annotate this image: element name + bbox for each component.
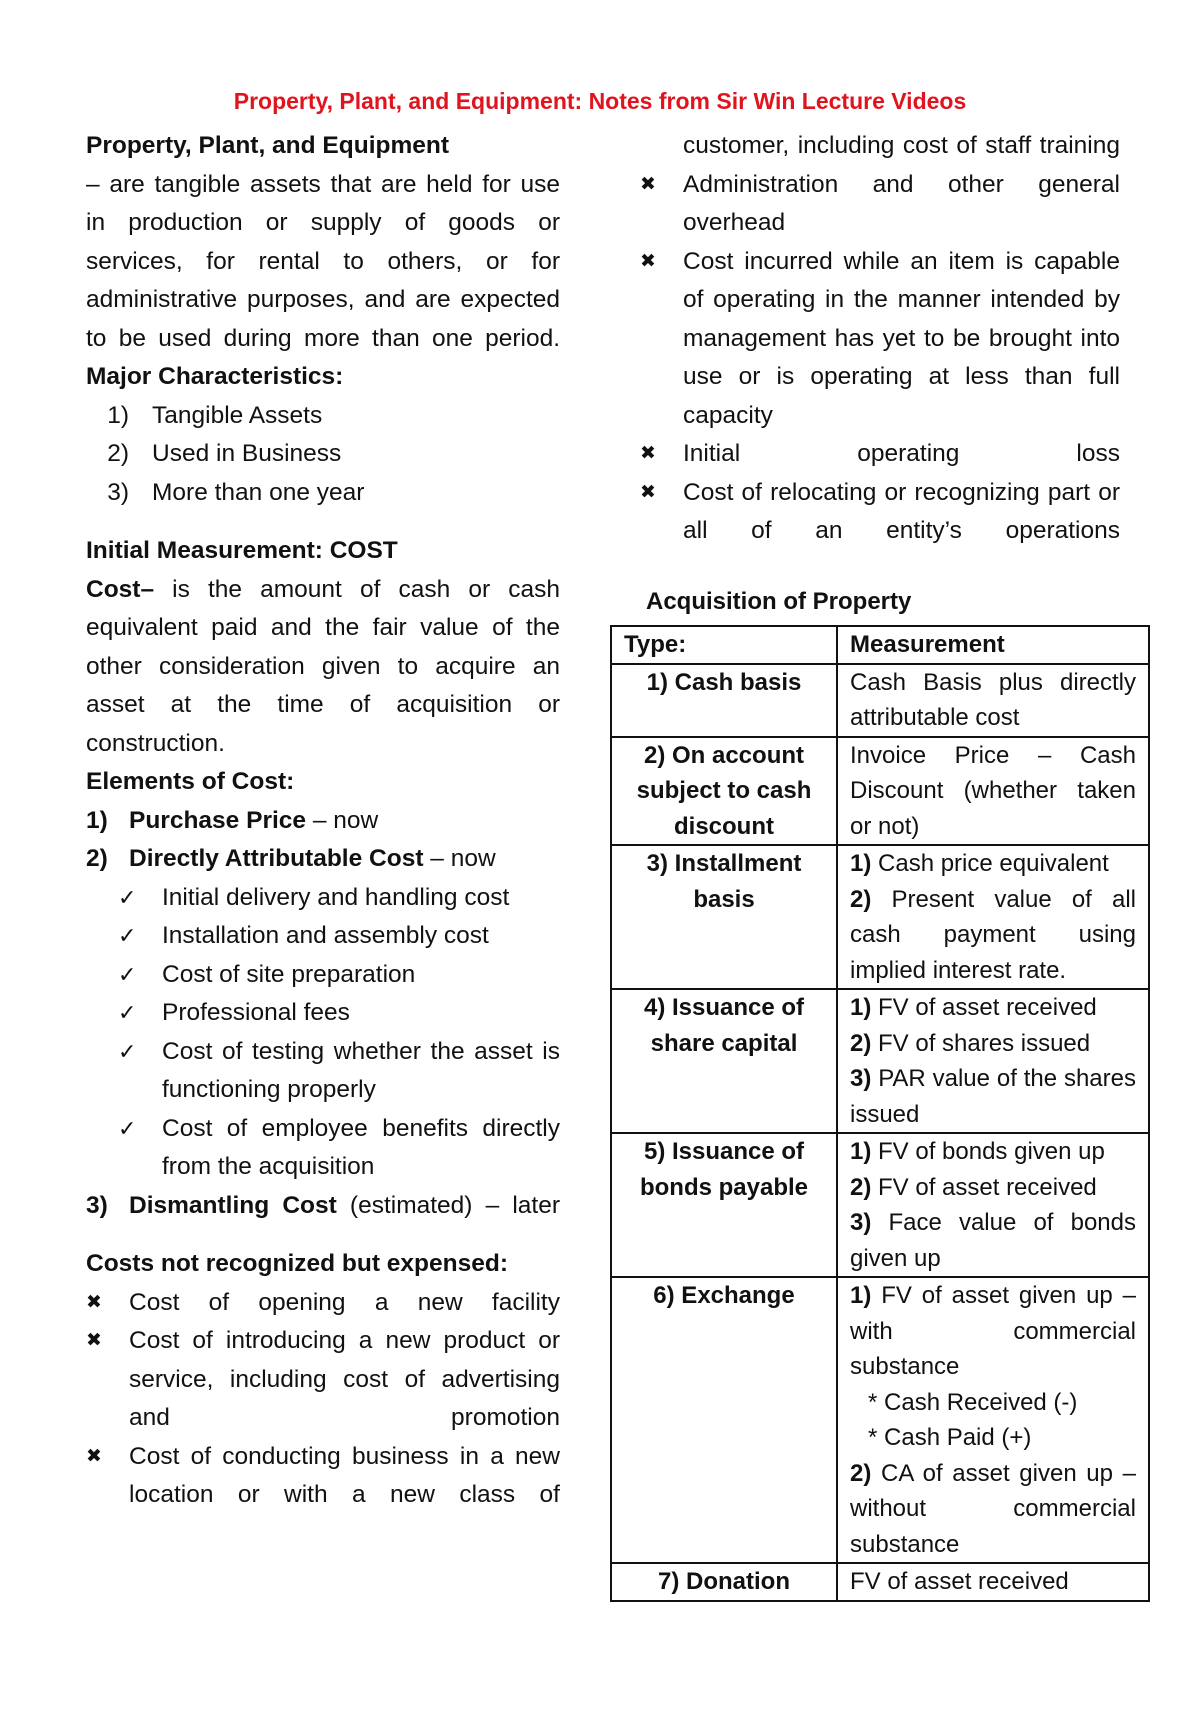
table-row	[611, 989, 1149, 1133]
cross-text: Cost of opening a new facility	[129, 1288, 560, 1316]
list-number: 3)	[107, 478, 129, 506]
cross-icon: ✖	[640, 173, 656, 195]
check-icon: ✓	[118, 1038, 137, 1064]
list-text: Tangible Assets	[152, 401, 323, 429]
measurement-number: 1)	[850, 994, 872, 1021]
cross-item	[640, 166, 1120, 243]
table-row	[611, 1563, 1149, 1601]
check-icon: ✓	[118, 1000, 137, 1025]
measurement-text: FV of asset received	[850, 1568, 1069, 1595]
costs-expensed-list	[86, 1284, 560, 1515]
cross-text: Administration and other general overhead	[683, 170, 1120, 236]
measurement-text: FV of bonds given up	[871, 1138, 1105, 1165]
cross-item	[640, 243, 1120, 436]
measurement-text: * Cash Received (-)	[868, 1388, 1078, 1416]
measurement-number: 2)	[850, 1459, 872, 1487]
check-icon: ✓	[118, 1115, 137, 1141]
measurement-number: 3)	[850, 1209, 872, 1236]
cross-item	[640, 474, 1120, 551]
measurement-line	[850, 882, 1136, 989]
measurement-text: CA of asset given up – without commercial substance	[850, 1459, 1136, 1558]
measurement-text: Cash Basis plus directly attributable cost	[850, 668, 1136, 731]
initial-measurement-heading: Initial Measurement: COST	[86, 537, 398, 564]
check-item	[86, 1110, 560, 1187]
table-cell-measurement	[837, 1277, 1149, 1563]
table-cell-type: 6) Exchange	[611, 1277, 837, 1563]
table-cell-type: 7) Donation	[611, 1563, 837, 1601]
check-text: Initial delivery and handling cost	[162, 883, 510, 911]
element-note: – now	[423, 845, 496, 872]
check-item	[86, 1033, 560, 1110]
list-item	[86, 435, 560, 474]
expensed-continued-text: customer, including cost of staff training	[683, 132, 1120, 159]
page-title: Property, Plant, and Equipment: Notes from Sir Win Lecture Videos	[233, 88, 967, 114]
major-characteristics-heading: Major Characteristics:	[86, 363, 344, 390]
measurement-text: Invoice Price – Cash Discount (whether taken or not)	[850, 741, 1136, 840]
check-text: Cost of testing whether the asset is functioning properly	[162, 1037, 560, 1103]
table-row	[611, 1133, 1149, 1277]
measurement-number: 2)	[850, 1173, 872, 1201]
measurement-line	[850, 1061, 1136, 1132]
header-type: Type:	[611, 626, 837, 664]
cross-text: Cost of conducting business in a new location or with a new class of	[129, 1442, 560, 1508]
cross-icon: ✖	[86, 1445, 102, 1467]
cross-item	[86, 1322, 560, 1438]
cross-item	[86, 1284, 560, 1323]
element-number: 1)	[86, 806, 108, 834]
measurement-line	[850, 1420, 1136, 1456]
measurement-text: FV of asset given up – with commercial substance	[850, 1282, 1136, 1380]
element-text	[129, 840, 560, 879]
element-dismantling-cost: 3) Dismantling Cost (estimated) – later	[86, 1191, 560, 1219]
check-icon: ✓	[118, 961, 137, 987]
list-text: More than one year	[152, 478, 365, 506]
element-number: 2)	[86, 845, 108, 872]
cross-icon: ✖	[640, 443, 656, 464]
measurement-number: 1)	[850, 1282, 872, 1309]
element-label: Purchase Price	[129, 806, 307, 834]
cost-term: Cost–	[86, 575, 155, 603]
table-cell-measurement	[837, 1563, 1149, 1601]
measurement-number: 2)	[850, 1029, 872, 1057]
measurement-line	[850, 990, 1136, 1026]
measurement-text: FV of asset received	[871, 1173, 1097, 1201]
elements-of-cost-heading: Elements of Cost:	[86, 768, 295, 795]
measurement-line	[850, 738, 1136, 845]
elements-of-cost-list	[86, 802, 560, 879]
table-cell-measurement	[837, 737, 1149, 846]
table-cell-measurement	[837, 664, 1149, 737]
measurement-number: 1)	[850, 850, 872, 877]
table-row	[611, 737, 1149, 846]
measurement-line	[850, 1170, 1136, 1206]
table-cell-measurement	[837, 845, 1149, 989]
element-text	[129, 802, 560, 841]
costs-expensed-list-continued	[640, 166, 1120, 551]
acquisition-heading: Acquisition of Property	[646, 588, 912, 615]
ppe-heading: Property, Plant, and Equipment	[86, 132, 450, 159]
check-item	[86, 879, 560, 918]
table-row	[611, 1277, 1149, 1563]
measurement-line	[850, 1026, 1136, 1062]
table-header-row	[611, 626, 1149, 664]
table-cell-measurement	[837, 1133, 1149, 1277]
list-item	[86, 474, 560, 513]
measurement-line	[850, 1205, 1136, 1276]
measurement-line	[850, 846, 1136, 882]
measurement-text: Present value of all cash payment using implied interest rate.	[850, 885, 1136, 984]
table-cell-type: 3) Installment basis	[611, 845, 837, 989]
check-text: Installation and assembly cost	[162, 922, 489, 949]
measurement-number: 1)	[850, 1138, 872, 1165]
cross-icon: ✖	[86, 1330, 102, 1351]
measurement-text: FV of shares issued	[871, 1029, 1091, 1057]
list-text: Used in Business	[152, 440, 342, 467]
check-icon: ✓	[118, 923, 137, 948]
measurement-line	[850, 665, 1136, 736]
right-column	[640, 127, 1120, 551]
measurement-number: 3)	[850, 1065, 872, 1092]
measurement-line	[850, 1385, 1136, 1421]
measurement-line	[850, 1278, 1136, 1385]
check-item	[86, 956, 560, 995]
costs-expensed-heading: Costs not recognized but expensed:	[86, 1250, 508, 1277]
check-text: Cost of site preparation	[162, 960, 416, 988]
measurement-text: * Cash Paid (+)	[868, 1424, 1032, 1451]
cross-text: Cost incurred while an item is capable of operating in the manner intended by management has yet to be brought into use or is operating at less than full capacity	[683, 247, 1120, 429]
cost-definition: Cost– is the amount of cash or cash equivalent paid and the fair value of the other consideration given to acquire an asset at the time of acquisition or construction.	[86, 575, 560, 757]
table-cell-type: 1) Cash basis	[611, 664, 837, 737]
check-text: Professional fees	[162, 999, 350, 1026]
cross-text: Initial operating loss	[683, 440, 1120, 467]
measurement-text: PAR value of the shares issued	[850, 1065, 1136, 1128]
check-text: Cost of employee benefits directly from the acquisition	[162, 1114, 560, 1180]
list-number: 1)	[107, 401, 129, 429]
measurement-line	[850, 1134, 1136, 1170]
list-item	[86, 397, 560, 436]
directly-attributable-cost-list	[86, 879, 560, 1187]
table-row	[611, 664, 1149, 737]
check-item	[86, 994, 560, 1033]
measurement-text: Face value of bonds given up	[850, 1209, 1136, 1272]
table-cell-type: 4) Issuance of share capital	[611, 989, 837, 1133]
element-label: Directly Attributable Cost	[129, 845, 424, 872]
acquisition-table	[610, 625, 1150, 1602]
check-icon: ✓	[118, 884, 137, 910]
table-cell-measurement	[837, 989, 1149, 1133]
measurement-line	[850, 1456, 1136, 1563]
cross-text: Cost of introducing a new product or service, including cost of advertising and promotion	[129, 1327, 560, 1431]
cross-icon: ✖	[640, 250, 656, 272]
measurement-line	[850, 1564, 1136, 1600]
left-column	[86, 127, 560, 1515]
table-cell-type: 5) Issuance of bonds payable	[611, 1133, 837, 1277]
element-item	[86, 802, 560, 841]
table-row	[611, 845, 1149, 989]
measurement-number: 2)	[850, 885, 872, 913]
cross-item	[640, 435, 1120, 474]
element-note: – now	[306, 806, 379, 834]
cross-text: Cost of relocating or recognizing part or all of an entity’s operations	[683, 478, 1120, 544]
major-characteristics-list	[86, 397, 560, 513]
table-cell-type: 2) On account subject to cash discount	[611, 737, 837, 846]
element-item	[86, 840, 560, 879]
measurement-text: FV of asset received	[871, 994, 1097, 1021]
check-item	[86, 917, 560, 956]
cross-icon: ✖	[86, 1291, 102, 1313]
measurement-text: Cash price equivalent	[871, 850, 1109, 877]
cross-item	[86, 1438, 560, 1515]
ppe-definition: – are tangible assets that are held for use in production or supply of goods or services, for rental to others, or for administrative purposes, and are expected to be used during more than one period.	[86, 170, 560, 352]
header-measurement: Measurement	[837, 626, 1149, 664]
list-number: 2)	[107, 440, 129, 467]
cross-icon: ✖	[640, 481, 656, 503]
